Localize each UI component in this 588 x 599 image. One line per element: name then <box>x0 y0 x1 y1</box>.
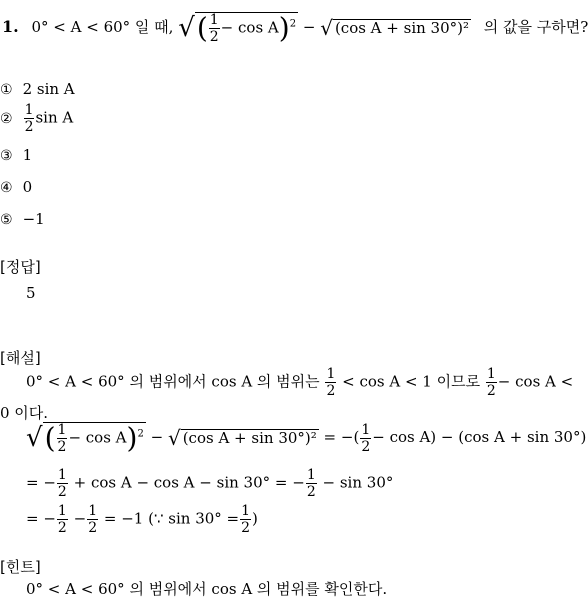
explanation-label: [해설] <box>0 349 41 367</box>
choice-1[interactable] <box>0 80 75 98</box>
question-ask: 의 값을 구하면? <box>483 18 588 36</box>
explanation-line-2: 0 이다. <box>0 404 49 422</box>
fraction: $\frac{1}{2}$ <box>306 467 316 500</box>
fraction: $\frac{1}{2}$ <box>209 12 219 45</box>
choice-mark: ⑤ <box>0 212 13 228</box>
question-line: 1. 0° < A < 60° 일 때, √( $\frac{1}{2}$ − cos A)$^2$ − √ (cos A + sin 30°)² 의 값을 구하면? <box>2 11 588 45</box>
choice-3[interactable] <box>0 146 32 164</box>
hint-label: [힌트] <box>0 558 41 576</box>
choice-mark: ② <box>0 110 13 127</box>
choice-text: sin A <box>35 108 74 127</box>
choice-mark: ① <box>0 82 13 98</box>
choice-text: 2 sin A <box>22 80 75 98</box>
fraction: $\frac{1}{2}$ <box>361 421 371 455</box>
fraction: $\frac{1}{2}$ <box>24 102 34 135</box>
choice-mark: ③ <box>0 148 13 164</box>
fraction: $\frac{1}{2}$ <box>486 366 496 399</box>
explanation-line-1: 0° < A < 60° 의 범위에서 cos A 의 범위는 $\frac{1}{2}$ < cos A < 1 이므로 $\frac{1}{2}$ − cos A < <box>26 366 574 399</box>
question-cos: − cos A <box>220 18 279 37</box>
fraction: $\frac{1}{2}$ <box>326 366 336 399</box>
explanation-line-3: √( $\frac{1}{2}$ − cos A)$^2$ − √ (cos A + sin 30°)² = −( $\frac{1}{2}$ − cos A) − (cos A + sin 30°) <box>26 421 587 455</box>
fraction: $\frac{1}{2}$ <box>88 503 98 536</box>
question-number: 1. <box>2 17 19 36</box>
question-intro: 0° < A < 60° 일 때, <box>31 18 174 36</box>
explanation-line-4: = − $\frac{1}{2}$ + cos A − cos A − sin 30° = − $\frac{1}{2}$ − sin 30° <box>26 467 394 500</box>
sqrt-body-1: ( $\frac{1}{2}$ − cos A)$^2$ <box>196 11 297 45</box>
fraction: $\frac{1}{2}$ <box>241 503 251 536</box>
choice-text: 0 <box>22 178 33 196</box>
choice-text: −1 <box>22 210 45 228</box>
answer-value: 5 <box>26 284 36 302</box>
fraction: $\frac{1}{2}$ <box>57 467 67 500</box>
choice-mark: ④ <box>0 180 13 196</box>
choice-5[interactable] <box>0 210 45 228</box>
sqrt-sign: √ <box>178 13 195 43</box>
answer-label: [정답] <box>0 258 41 276</box>
choice-4[interactable] <box>0 178 32 196</box>
choice-text: 1 <box>22 146 33 164</box>
fraction: $\frac{1}{2}$ <box>57 503 67 536</box>
choice-2[interactable] <box>0 103 73 134</box>
hint-text: 0° < A < 60° 의 범위에서 cos A 의 범위를 확인한다. <box>26 580 388 598</box>
fraction: $\frac{1}{2}$ <box>57 422 67 455</box>
explanation-line-5: = − $\frac{1}{2}$ − $\frac{1}{2}$ = −1 (∵ sin 30° = $\frac{1}{2}$ ) <box>26 503 258 536</box>
sqrt-body-2: (cos A + sin 30°)² <box>334 19 469 38</box>
